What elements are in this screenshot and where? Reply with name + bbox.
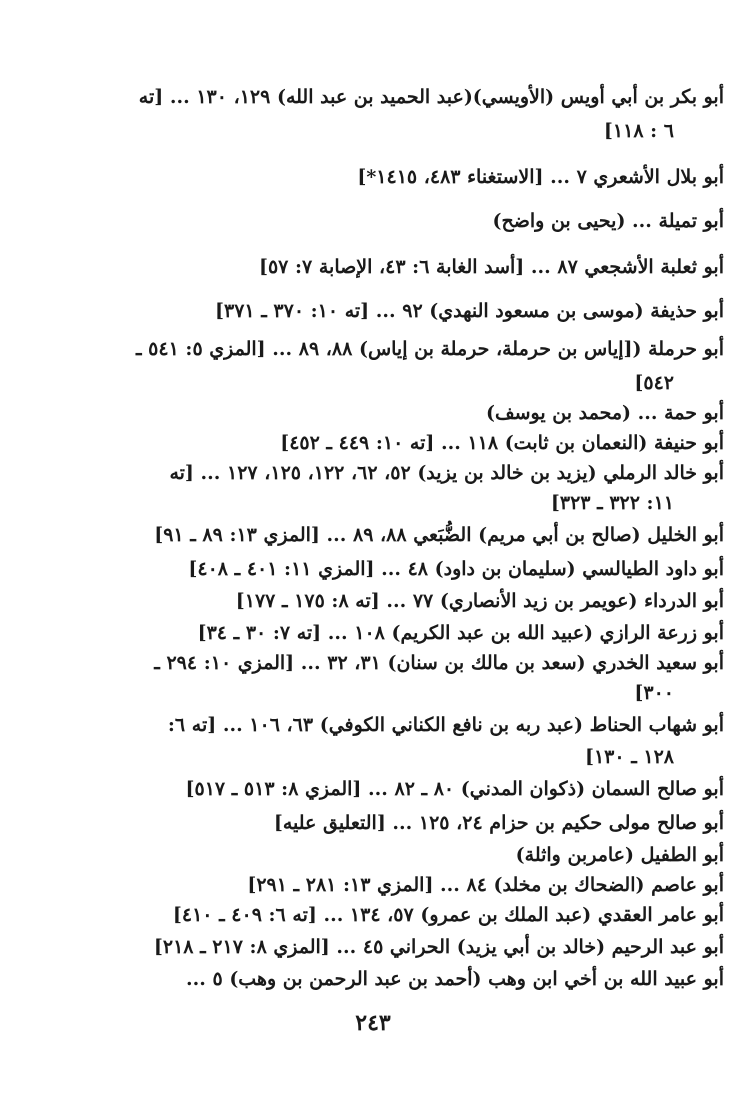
index-entry: أبو صالح السمان (ذكوان المدني) ٨٠ ـ ٨٢ ... [المزي ٨: ٥١٣ ـ ٥١٧] <box>185 778 724 800</box>
index-entry: أبو تميلة ... (يحيى بن واضح) <box>492 210 724 232</box>
index-entry: أبو ثعلبة الأشجعي ٨٧ ... [أسد الغابة ٦: ٤٣، الإصابة ٧: ٥٧] <box>258 256 724 278</box>
index-entry: أبو حرملة ([إياس بن حرملة، حرملة بن إياس) ٨٨، ٨٩ ... [المزي ٥: ٥٤١ ـ <box>135 338 724 360</box>
index-entry: أبو عامر العقدي (عبد الملك بن عمرو) ٥٧، ١٣٤ ... [ته ٦: ٤٠٩ ـ ٤١٠] <box>172 904 724 926</box>
index-entry: أبو سعيد الخدري (سعد بن مالك بن سنان) ٣١، ٣٢ ... [المزي ١٠: ٢٩٤ ـ <box>154 652 724 674</box>
index-entry-continuation: ١١: ٣٢٢ ـ ٣٢٣] <box>550 492 674 514</box>
index-entry: أبو عبد الرحيم (خالد بن أبي يزيد) الحراني ٤٥ ... [المزي ٨: ٢١٧ ـ ٢١٨] <box>153 936 724 958</box>
index-entry: أبو عاصم (الضحاك بن مخلد) ٨٤ ... [المزي ١٣: ٢٨١ ـ ٢٩١] <box>247 874 724 896</box>
index-entry: أبو بلال الأشعري ٧ ... [الاستغناء ٤٨٣، ١٤١٥*] <box>357 166 724 188</box>
index-entry: أبو حمة ... (محمد بن يوسف) <box>485 402 724 424</box>
index-entry: أبو زرعة الرازي (عبيد الله بن عبد الكريم) ١٠٨ ... [ته ٧: ٣٠ ـ ٣٤] <box>197 622 724 644</box>
index-entry: أبو الدرداء (عويمر بن زيد الأنصاري) ٧٧ ... [ته ٨: ١٧٥ ـ ١٧٧] <box>235 590 724 612</box>
index-entry: أبو حذيفة (موسى بن مسعود النهدي) ٩٢ ... [ته ١٠: ٣٧٠ ـ ٣٧١] <box>214 300 724 322</box>
index-entry: أبو الطفيل (عامربن واثلة) <box>515 844 724 866</box>
index-entry: أبو بكر بن أبي أويس (الأويسي)(عبد الحميد بن عبد الله) ١٢٩، ١٣٠ ... [ته <box>138 86 724 108</box>
index-entry: أبو داود الطيالسي (سليمان بن داود) ٤٨ ... [المزي ١١: ٤٠١ ـ ٤٠٨] <box>188 558 724 580</box>
index-entry-continuation: ٦ : ١١٨] <box>603 120 674 142</box>
index-entry-continuation: ١٢٨ ـ ١٣٠] <box>584 746 674 768</box>
index-entry: أبو الخليل (صالح بن أبي مريم) الضُّبَعي ٨٨، ٨٩ ... [المزي ١٣: ٨٩ ـ ٩١] <box>154 524 724 546</box>
index-entry: أبو حنيفة (النعمان بن ثابت) ١١٨ ... [ته ١٠: ٤٤٩ ـ ٤٥٢] <box>280 432 724 454</box>
index-entry-continuation: ٥٤٢] <box>634 372 674 394</box>
page-number: ٢٤٣ <box>355 1010 391 1036</box>
index-entry-continuation: ٣٠٠] <box>634 682 674 704</box>
index-entry: أبو خالد الرملي (يزيد بن خالد بن يزيد) ٥٢، ٦٢، ١٢٢، ١٢٥، ١٢٧ ... [ته <box>169 462 724 484</box>
index-entry: أبو صالح مولى حكيم بن حزام ٢٤، ١٢٥ ... [التعليق عليه] <box>273 812 724 834</box>
index-entry: أبو عبيد الله بن أخي ابن وهب (أحمد بن عبد الرحمن بن وهب) ٥ ... <box>186 968 724 990</box>
index-entry: أبو شهاب الحناط (عبد ربه بن نافع الكناني الكوفي) ٦٣، ١٠٦ ... [ته ٦: <box>167 714 724 736</box>
